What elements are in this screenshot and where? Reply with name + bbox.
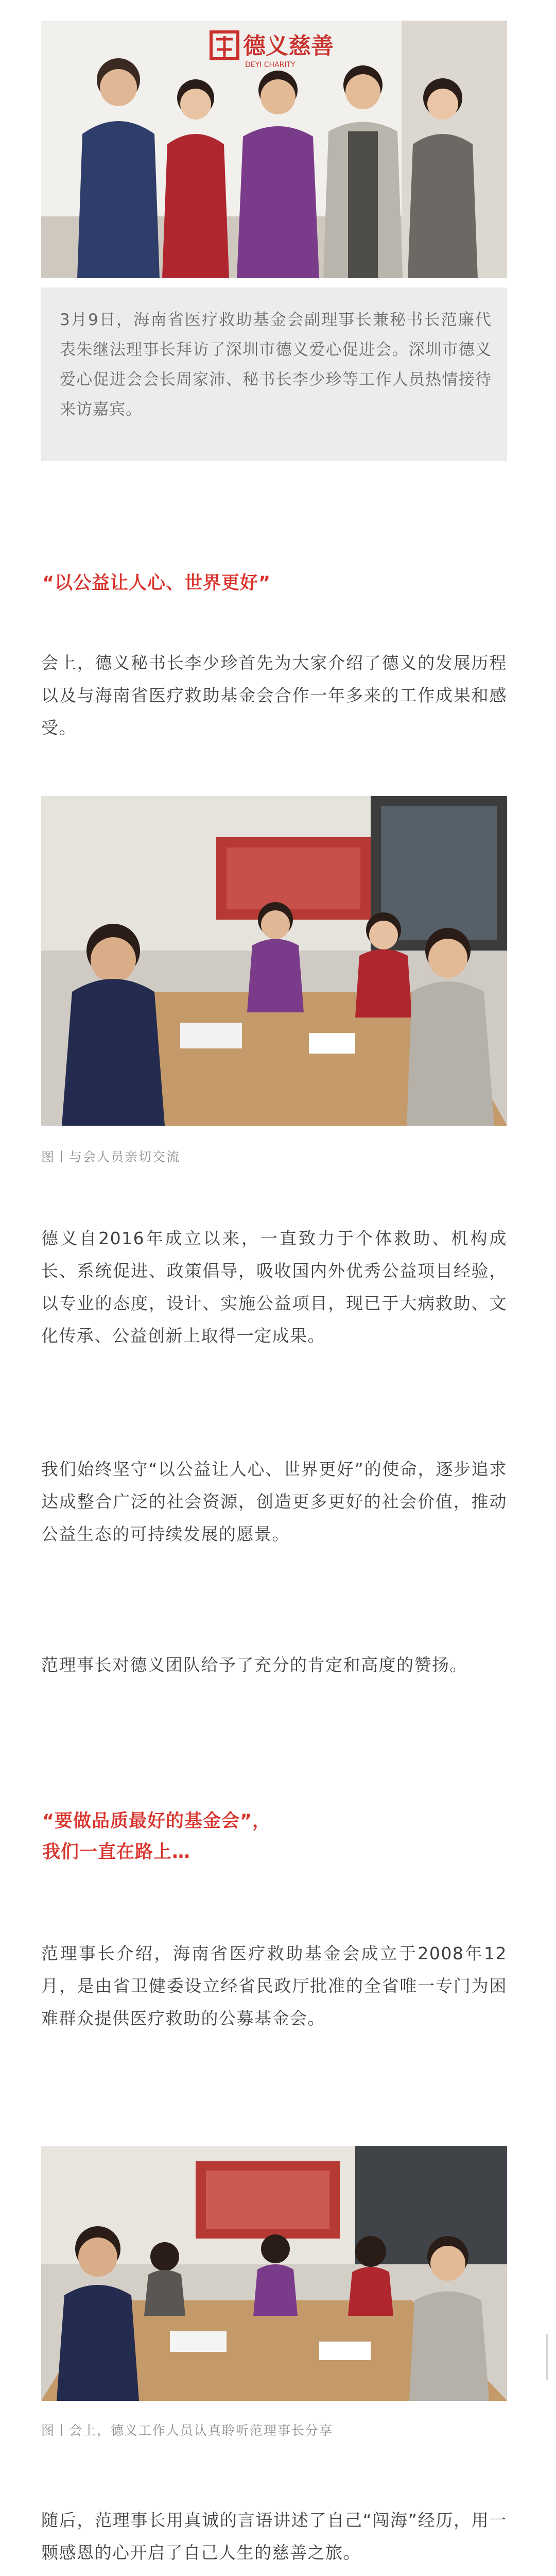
photo-caption-1: 图丨与会人员亲切交流 [41, 1149, 181, 1164]
section2-paragraph-1: 范理事长介绍，海南省医疗救助基金会成立于2008年12月，是由省卫健委设立经省民政厅批准的全省唯一专门为困难群众提供医疗救助的公募基金会。 [41, 1943, 507, 2028]
meeting-photo-illustration [41, 796, 507, 1126]
section1-paragraph-1: 会上，德义秘书长李少珍首先为大家介绍了德义的发展历程以及与海南省医疗救助基金会合作一年多来的工作成果和感受。 [41, 653, 507, 738]
meeting-photo-2-illustration [41, 2146, 507, 2401]
section1-paragraph-3: 我们始终坚守“以公益让人心、世界更好”的使命，逐步追求达成整合广泛的社会资源，创造更多更好的社会价值，推动公益生态的可持续发展的愿景。 [41, 1459, 507, 1544]
section2-heading-line-1: “要做品质最好的基金会”， [42, 1811, 271, 1832]
photo-caption-2: 图丨会上，德义工作人员认真聆听范理事长分享 [41, 2423, 334, 2438]
section2-heading-line-2: 我们一直在路上… [42, 1842, 191, 1862]
section2-paragraph-2: 随后，范理事长用真诚的言语讲述了自己“闯海”经历，用一颗感恩的心开启了自己人生的慈善之旅。 [41, 2510, 507, 2563]
section1-paragraph-2: 德义自2016年成立以来，一直致力于个体救助、机构成长、系统促进、政策倡导，吸收国内外优秀公益项目经验，以专业的态度，设计、实施公益项目，现已于大病救助、文化传承、公益创新上取得一定成果。 [41, 1228, 507, 1346]
group-photo-illustration [41, 21, 507, 278]
logo-subtext: DEYI CHARITY [245, 61, 296, 69]
section1-paragraph-4: 范理事长对德义团队给予了充分的肯定和高度的赞扬。 [41, 1655, 467, 1675]
intro-caption: 3月9日，海南省医疗救助基金会副理事长兼秘书长范廉代表朱继法理事长拜访了深圳市德义爱心促进会。深圳市德义爱心促进会会长周家沛、秘书长李少珍等工作人员热情接待来访嘉宾。 [41, 287, 507, 461]
meeting-photo-2 [41, 2146, 507, 2401]
group-photo-logo-wall [41, 21, 507, 278]
section2-heading [42, 1806, 506, 1868]
logo-text: 德义慈善 [243, 33, 334, 59]
section1-heading: “以公益让人心、世界更好” [42, 573, 271, 594]
scroll-indicator[interactable] [546, 2334, 548, 2380]
meeting-photo-1 [41, 796, 507, 1126]
